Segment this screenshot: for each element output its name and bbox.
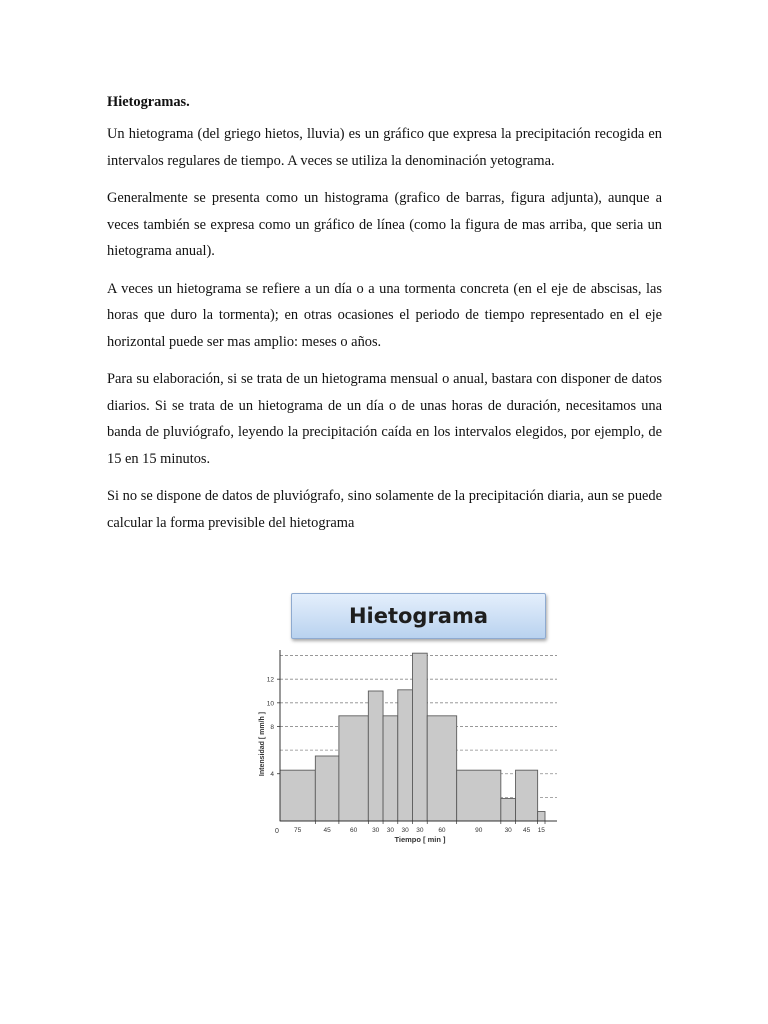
bar [398, 690, 413, 821]
paragraph-daily-data: Si no se dispone de datos de pluviógrafo, sino solamente de la precipitación diaria, aun se puede calcular la forma previsible del hietograma [107, 488, 662, 531]
x-tick-label: 90 [475, 827, 483, 834]
bar [427, 716, 456, 821]
document-body [107, 92, 662, 547]
chart-title: Hietograma [348, 604, 489, 628]
x-axis-label: Tiempo [ min ] [394, 835, 446, 844]
y-tick-label: 4 [270, 771, 274, 779]
bar [383, 716, 398, 821]
x-tick-label: 30 [401, 827, 409, 834]
bar [368, 691, 383, 821]
y-tick-label: 10 [266, 700, 274, 708]
hietograma-chart [250, 590, 570, 860]
bar [501, 799, 516, 821]
x-tick-label: 30 [386, 827, 395, 834]
x-tick-label: 45 [522, 827, 531, 834]
y-tick-label: 12 [266, 676, 274, 684]
x-tick-label: 30 [416, 827, 424, 834]
bar [315, 756, 339, 821]
bar [280, 770, 315, 821]
x-tick-label: 30 [372, 827, 380, 834]
x-tick-label: 30 [504, 827, 512, 834]
paragraph-elaboration: Para su elaboración, si se trata de un hietograma mensual o anual, bastara con disponer de datos diarios. Si se trata de un hietograma de un día o de unas horas de duración, necesitamos una banda de pluviógrafo, leyendo la precipitación caída en los intervalos elegidos, por ejemplo, de 15 en 15 minutos. [107, 371, 662, 467]
x-tick-label: 75 [294, 827, 302, 834]
bar [457, 770, 501, 821]
hietograma-figure [250, 590, 570, 860]
paragraph-presentation: Generalmente se presenta como un histograma (grafico de barras, figura adjunta), aunque a veces también se expresa como un gráfico de línea (como la figura de mas arriba, que seria un hietograma anual). [107, 190, 662, 259]
y-tick-label: 8 [270, 723, 274, 731]
paragraph-time-scope: A veces un hietograma se refiere a un día o a una tormenta concreta (en el eje de abscisas, las horas que duro la tormenta); en otras ocasiones el periodo de tiempo representado en el eje horizontal puede ser mas amplio: meses o años. [107, 280, 662, 350]
bar [538, 812, 545, 821]
section-heading: Hietogramas. [107, 94, 190, 110]
bar [413, 653, 428, 821]
x-tick-label: 15 [537, 827, 545, 834]
x-tick-label: 45 [323, 827, 331, 834]
bars-layer [280, 653, 545, 821]
x-tick-label: 60 [438, 827, 446, 834]
bar [516, 770, 538, 821]
y-axis-label: Intensidad [ mm/h ] [259, 711, 266, 777]
paragraph-definition: Un hietograma (del griego hietos, lluvia) es un gráfico que expresa la precipitación recogida en intervalos regulares de tiempo. A veces se utiliza la denominación yetograma. [107, 126, 662, 169]
y-tick-label-zero: 0 [275, 828, 279, 835]
x-tick-label: 60 [349, 827, 358, 834]
bar [339, 716, 368, 821]
